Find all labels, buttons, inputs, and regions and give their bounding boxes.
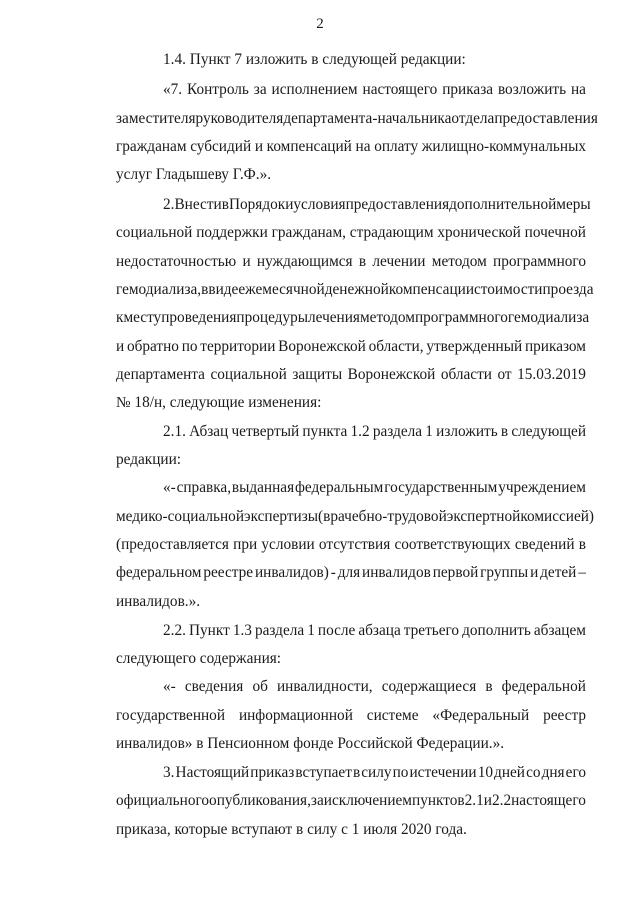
text-line: официального опубликования, за исключением пунктов 2.1 и 2.2 настоящего [116, 792, 586, 809]
text-line: гражданам субсидий и компенсаций на оплату жилищно-коммунальных [116, 138, 586, 155]
text-line: услуг Гладышеву Г.Ф.». [116, 166, 272, 183]
text-line: недостаточностью и нуждающимся в лечении методом программного [116, 253, 586, 270]
text-line: 3. Настоящий приказ вступает в силу по истечении 10 дней со дня его [163, 764, 586, 781]
text-line: 1.4. Пункт 7 изложить в следующей редакции: [163, 51, 466, 68]
text-line: к месту проведения процедуры лечения методом программного гемодиализа [116, 309, 590, 326]
text-line: заместителя руководителя департамента - начальника отдела предоставления [116, 110, 598, 127]
text-line: «7. Контроль за исполнением настоящего приказа возложить на [163, 81, 586, 98]
text-line: «- сведения об инвалидности, содержащиеся в федеральной [163, 678, 586, 695]
text-line: 2. Внести в Порядок и условия предоставления дополнительной меры [163, 196, 591, 213]
text-line: гемодиализа, в виде ежемесячной денежной компенсации стоимости проезда [116, 281, 594, 298]
text-line: «- справка, выданная федеральным государственным учреждением [163, 479, 586, 496]
text-line: и обратно по территории Воронежской области, утвержденный приказом [116, 338, 586, 355]
text-line: инвалидов.». [116, 593, 201, 610]
text-line: следующего содержания: [116, 650, 282, 667]
text-line: социальной поддержки гражданам, страдающим хронической почечной [116, 224, 586, 241]
text-line: (предоставляется при условии отсутствия соответствующих сведений в [116, 536, 586, 553]
text-line: № 18/н, следующие изменения: [116, 394, 322, 411]
text-line: департамента социальной защиты Воронежской области от 15.03.2019 [116, 366, 586, 383]
text-line: редакции: [116, 451, 182, 468]
text-line: федеральном реестре инвалидов) - для инвалидов первой группы и детей – [116, 564, 586, 581]
page-number: 2 [316, 16, 324, 32]
text-line: государственной информационной системе «Федеральный реестр [116, 707, 586, 724]
text-line: 2.1. Абзац четвертый пункта 1.2 раздела 1 изложить в следующей [163, 423, 586, 440]
text-line: медико-социальной экспертизы (врачебно-трудовой экспертной комиссией) [116, 508, 595, 525]
text-line: 2.2. Пункт 1.3 раздела 1 после абзаца третьего дополнить абзацем [163, 622, 586, 639]
text-line: инвалидов» в Пенсионном фонде Российской Федерации.». [116, 735, 505, 752]
text-line: приказа, которые вступают в силу с 1 июля 2020 года. [116, 821, 467, 838]
